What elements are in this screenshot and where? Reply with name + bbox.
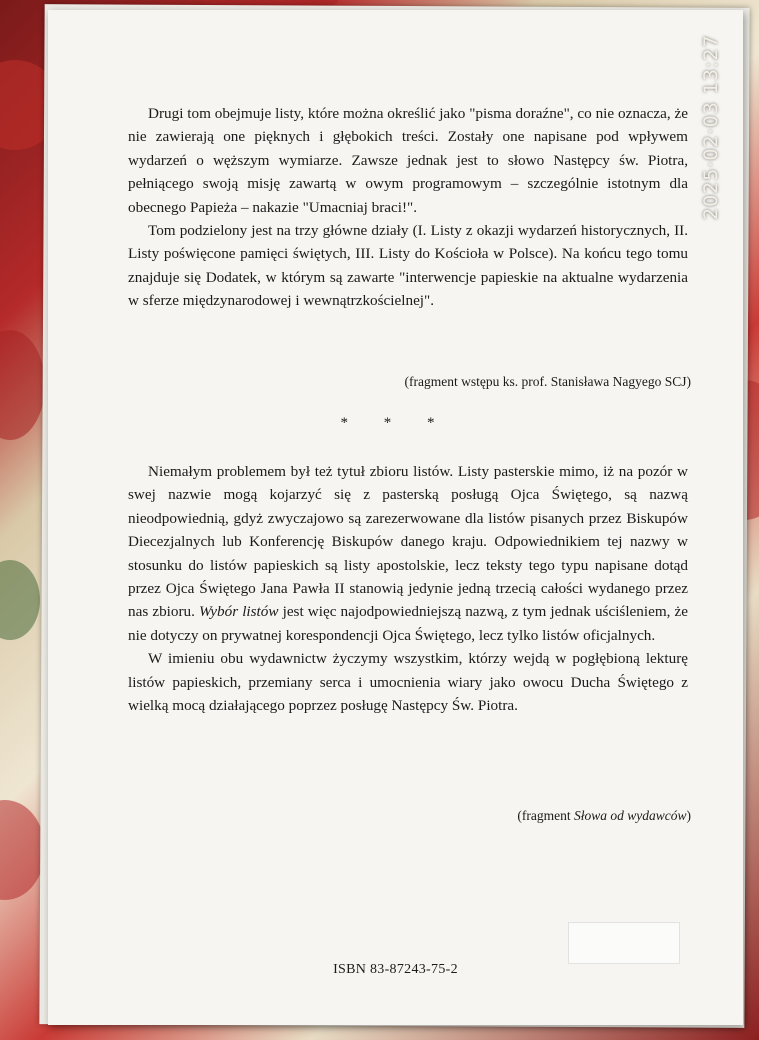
section-separator: * * * <box>340 415 451 431</box>
credit-prefix: (fragment <box>517 808 571 823</box>
book-back-cover <box>48 10 743 1025</box>
main-paragraph-1-start: Niemałym problemem był też tytuł zbioru listów. Listy pasterskie mimo, iż na pozór w swej nazwie mogą kojarzyć się z pasterską posługą Ojca Świętego, są nazwą nieodpowiednią, gdyż zwyczajowo są zarezerwowane dla listów pisanych przez Biskupów Diecezjalnych lub Konferencję Biskupów danego kraju. Odpowiednikiem tej nazwy w stosunku do listów papieskich są listy apostolskie, lecz teksty tego typu napisane dotąd przez Ojca Świętego Jana Pawła II stanowią jedynie jedną trzecią całości wydanego przez nas zbioru. <box>128 463 688 621</box>
intro-credit: (fragment wstępu ks. prof. Stanisława Nagyego SCJ) <box>404 374 691 389</box>
title-italic: Wybór listów <box>199 603 279 621</box>
credit-suffix: ) <box>686 808 691 823</box>
tablecloth-leaf <box>0 560 40 640</box>
embossed-mark <box>568 922 680 964</box>
intro-paragraph: Tom podzielony jest na trzy główne działy (I. Listy z okazji wydarzeń historycznych, II. Listy poświęcone pamięci świętych, III. Listy do Kościoła w Polsce). Na końcu tego tomu znajduje się Dodatek, w którym są zawarte "interwencje papieskie na aktualne wydarzenia w sferze międzynarodowej i wewnątrzkościelnej". <box>128 222 688 310</box>
main-text <box>128 460 688 717</box>
publishers-credit <box>517 808 691 824</box>
intro-text <box>128 102 688 313</box>
main-paragraph-1 <box>128 460 688 647</box>
main-paragraph-2: W imieniu obu wydawnictw życzymy wszystkim, którzy wejdą w pogłębioną lekturę listów papieskich, przemiany serca i umocnienia wiary jako owocu Ducha Świętego z wielką mocą działającego poprzez posługę Następcy Św. Piotra. <box>128 650 688 715</box>
credit-italic: Słowa od wydawców <box>573 808 687 823</box>
intro-paragraph: Drugi tom obejmuje listy, które można określić jako "pisma doraźne", co nie oznacza, że nie zawierają one pięknych i głębokich treści. Zostały one napisane pod wpływem wydarzeń o węższym wymiarze. Zawsze jednak jest to słowo Następcy św. Piotra, pełniącego swoją misję zawartą w owym programowym – szczególnie istotnym dla obecnego Papieża – nakazie "Umacniaj braci!". <box>128 105 688 216</box>
photo-timestamp: 2025·02·03 13:27 <box>700 34 722 220</box>
tablecloth-flower <box>0 800 45 900</box>
main-paragraph-1-end: jest więc najodpowiedniejszą nazwą, z tym jednak uściśleniem, że nie dotyczy on prywatnej korespondencji Ojca Świętego, lecz tylko listów oficjalnych. <box>128 603 689 644</box>
tablecloth-flower <box>0 330 45 440</box>
isbn: ISBN 83-87243-75-2 <box>333 962 458 977</box>
